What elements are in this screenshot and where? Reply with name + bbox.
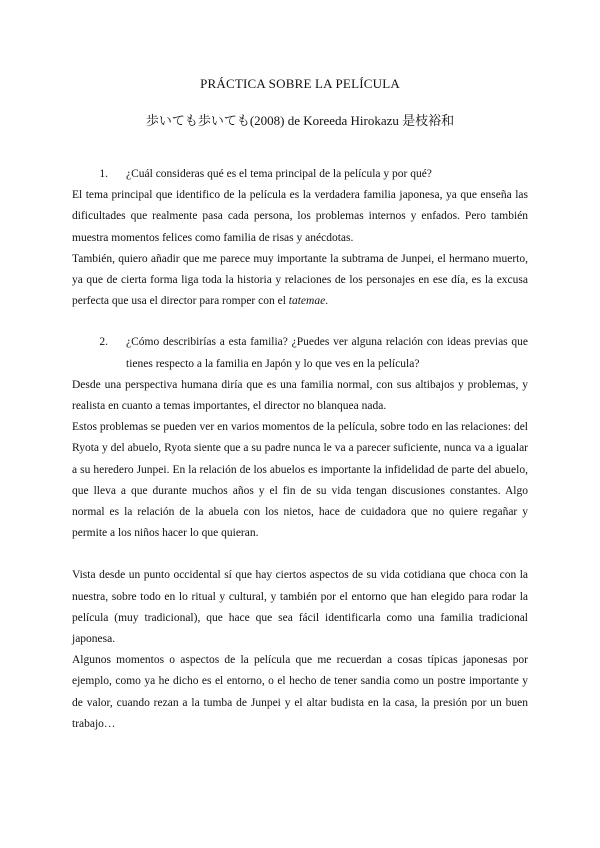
answer-paragraph: Desde una perspectiva humana diría que es una familia normal, con sus altibajos y problemas, y realista en cuanto a temas importantes, el director no blanquea nada.: [72, 378, 528, 413]
question-number: 2.: [99, 336, 108, 349]
question-text: ¿Cómo describirías a esta familia? ¿Puedes ver alguna relación con ideas previas que tienes respecto a la familia en Japón y lo que ves en la película?: [126, 336, 528, 370]
question-2: [72, 332, 528, 374]
italic-term: tatemae: [288, 295, 326, 308]
answer-paragraph: Estos problemas se pueden ver en varios momentos de la película, sobre todo en las relaciones: del Ryota y del abuelo, Ryota siente que a su padre nunca le va a parecer suficiente, nunca va a igualar a su heredero Junpei. En la relación de los abuelos es importante la infidelidad de parte del abuelo, que lleva a que durante muchos años y el fin de su vida tengan discusiones constantes. Algo normal es la relación de la abuela con los nietos, hace de cuidadora que no quiere regañar y permite a los niños hacer lo que quieran.: [72, 421, 528, 540]
answer-paragraph: Algunos momentos o aspectos de la película que me recuerdan a cosas típicas japonesas por ejemplo, como ya he dicho es el entorno, o el hecho de tener sandia como un postre importante y de valor, cuando rezan a la tumba de Junpei y el altar budista en la casa, la presión por un buen trabajo…: [72, 654, 528, 730]
answer-text: .: [325, 295, 329, 308]
answer-paragraph: El tema principal que identifico de la película es la verdadera familia japonesa, ya que enseña las dificultades que realmente pasa cada persona, los problemas internos y enfados. Pero también muestra momentos felices como familia de risas y anécdotas.: [72, 189, 528, 244]
question-number: 1.: [99, 168, 108, 180]
document-subtitle: 歩いても歩いても(2008) de Koreeda Hirokazu 是枝裕和: [145, 113, 455, 128]
question-text: ¿Cuál consideras qué es el tema principal de la película y por qué?: [126, 168, 432, 180]
answer-text: También, quiero añadir que me parece muy importante la subtrama de Junpei, el hermano muerto, ya que de cierta forma liga toda la historia y relaciones de los personajes en ese día, es la excusa perfecta que usa el director para romper con el: [72, 252, 528, 308]
answer-paragraph: [72, 249, 528, 313]
question-1: [72, 164, 528, 185]
paragraph-spacer: [72, 544, 528, 565]
document-body: [72, 164, 528, 735]
document-title: PRÁCTICA SOBRE LA PELÍCULA: [200, 76, 400, 91]
answer-paragraph: Vista desde un punto occidental sí que hay ciertos aspectos de su vida cotidiana que choca con la nuestra, sobre todo en lo ritual y cultural, y también por el entorno que han elegido para rodar la película (muy tradicional), que hace que sea fácil identificarla como una familia tradicional japonesa.: [72, 569, 528, 646]
